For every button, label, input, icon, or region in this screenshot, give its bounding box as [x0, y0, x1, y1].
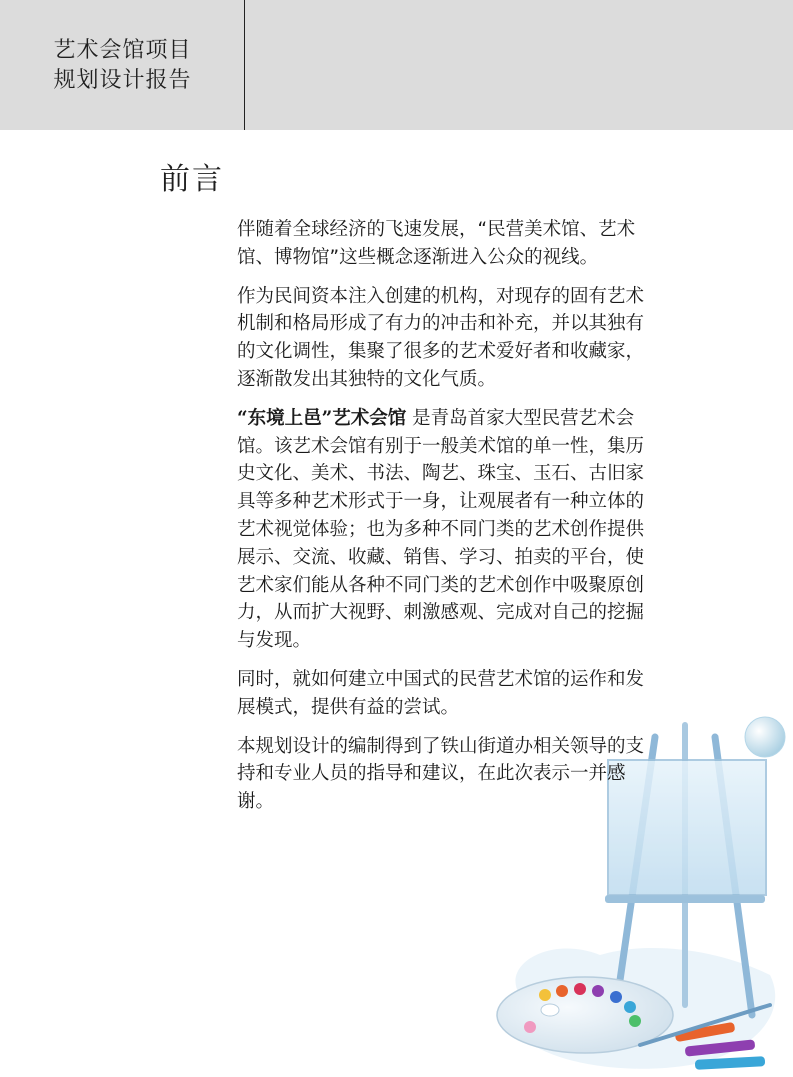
- header-divider: [244, 0, 245, 130]
- report-title: [0, 36, 245, 96]
- paragraph-3: [237, 405, 662, 655]
- section-heading: 前言: [160, 162, 224, 197]
- glass-ball: [745, 717, 785, 757]
- report-title-line-1: 艺术会馆项目: [53, 38, 192, 63]
- page-header: [0, 0, 793, 130]
- report-title-line-2: 规划设计报告: [53, 68, 192, 93]
- paragraph-2: 作为民间资本注入创建的机构，对现存的固有艺术机制和格局形成了有力的冲击和补充，并以其独有的文化调性，集聚了很多的艺术爱好者和收藏家，逐渐散发出其独特的文化气质。: [237, 285, 645, 390]
- paragraph-4: 同时，就如何建立中国式的民营艺术馆的运作和发展模式，提供有益的尝试。: [237, 668, 645, 718]
- paragraph-5: 本规划设计的编制得到了铁山街道办相关领导的支持和专业人员的指导和建议，在此次表示一并感谢。: [237, 735, 645, 813]
- preface-body: [237, 216, 662, 827]
- paragraph-1: 伴随着全球经济的飞速发展，“民营美术馆、艺术馆、博物馆”这些概念逐渐进入公众的视线。: [237, 219, 636, 268]
- gallery-name: “东境上邑”艺术会馆: [237, 407, 407, 429]
- paragraph-3-text: 是青岛首家大型民营艺术会馆。该艺术会馆有别于一般美术馆的单一性，集历史文化、美术、书法、陶艺、珠宝、玉石、古旧家具等多种艺术形式于一身，让观展者有一种立体的艺术视觉体验；也为多种不同门类的艺术创作提供展示、交流、收藏、销售、学习、拍卖的平台，使艺术家们能从各种不同门类的艺术创作中吸聚原创力，从而扩大视野、刺激感观、完成对自己的挖掘与发现。: [237, 407, 645, 652]
